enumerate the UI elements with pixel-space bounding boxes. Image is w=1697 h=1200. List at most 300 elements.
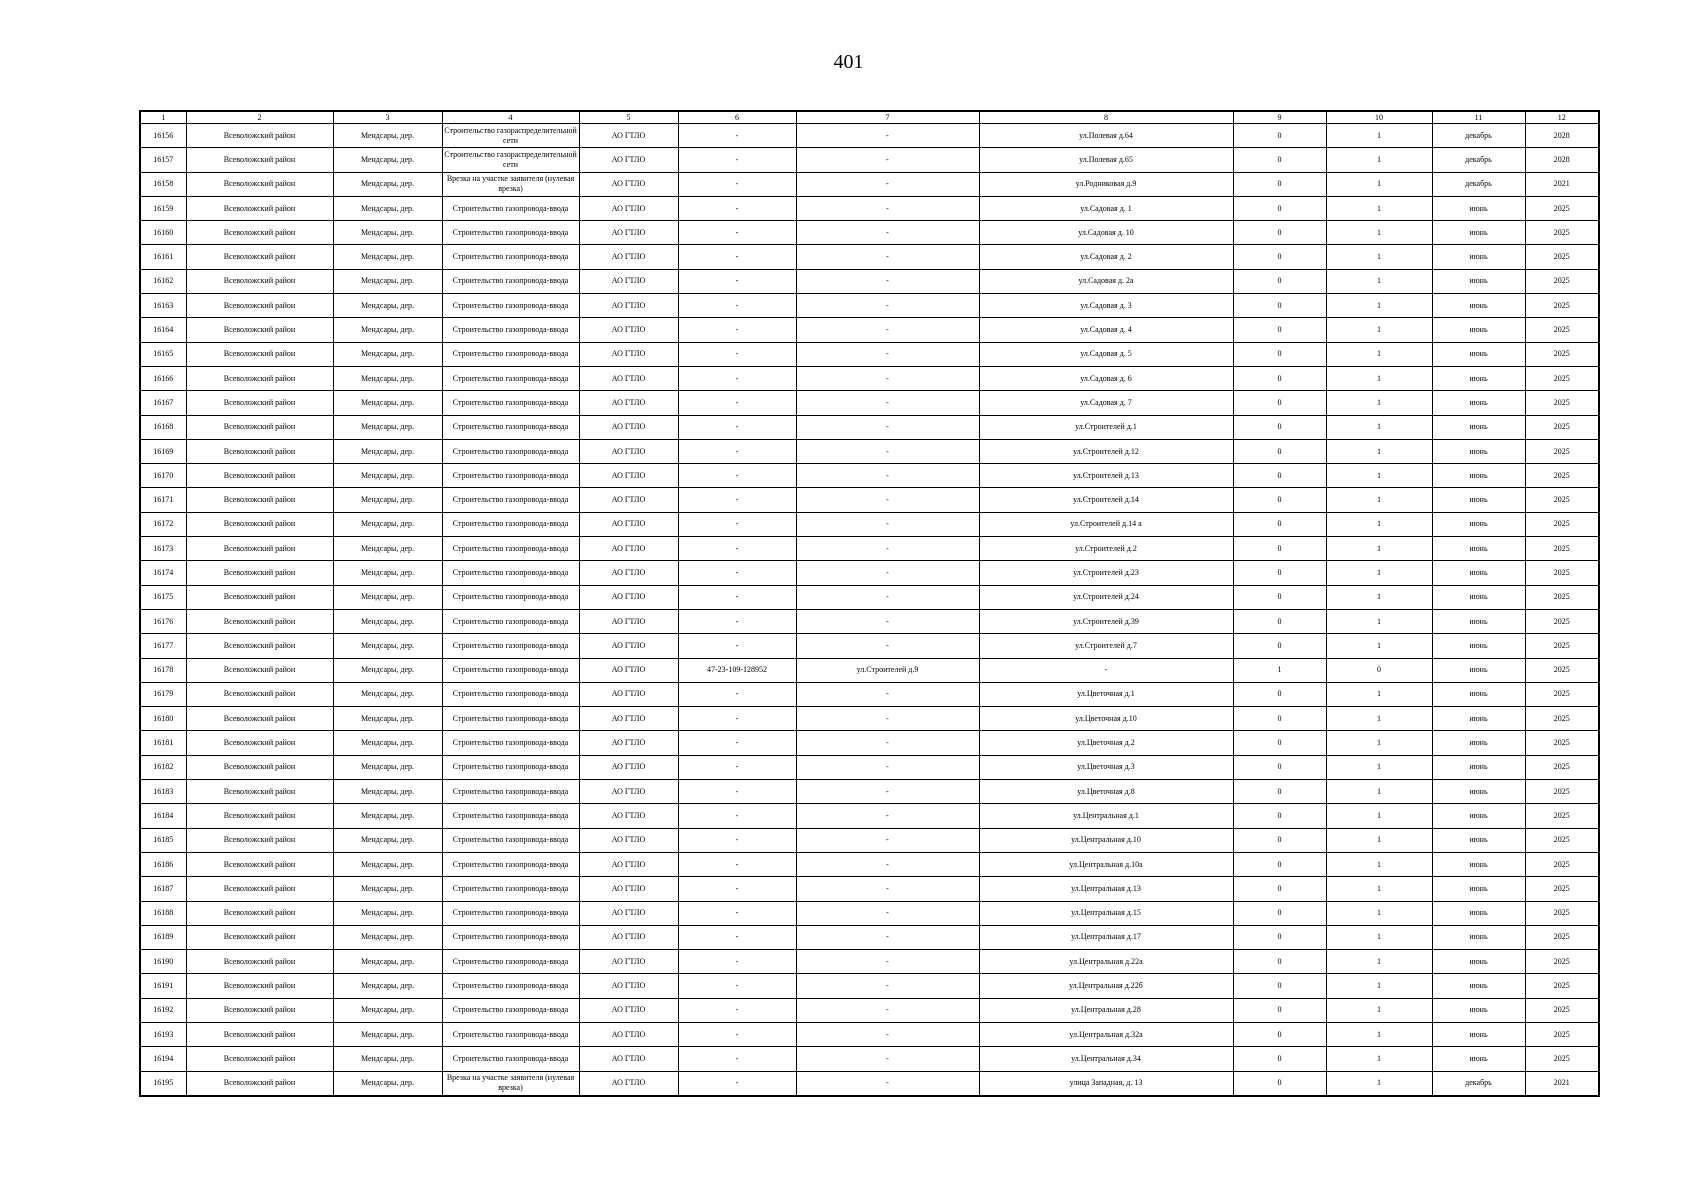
cell-year: 2025 [1525, 804, 1599, 828]
cell-count-b: 1 [1326, 318, 1432, 342]
cell-district: Всеволожский район [186, 124, 333, 148]
cell-work-type: Строительство газопровода-ввода [442, 755, 579, 779]
cell-count-b: 1 [1326, 828, 1432, 852]
cell-row-number: 16186 [140, 852, 186, 876]
cell-count-a: 0 [1233, 755, 1326, 779]
cell-year: 2025 [1525, 391, 1599, 415]
cell-count-a: 0 [1233, 415, 1326, 439]
cell-cadastral-number: - [678, 998, 796, 1022]
cell-settlement: Мендсары, дер. [333, 755, 442, 779]
cell-month: декабрь [1432, 148, 1525, 172]
cell-month: июнь [1432, 852, 1525, 876]
column-header: 12 [1525, 111, 1599, 124]
cell-settlement: Мендсары, дер. [333, 658, 442, 682]
cell-district: Всеволожский район [186, 342, 333, 366]
cell-count-b: 1 [1326, 998, 1432, 1022]
cell-district: Всеволожский район [186, 950, 333, 974]
cell-organization: АО ГТЛО [579, 512, 678, 536]
cell-work-type: Строительство газопровода-ввода [442, 925, 579, 949]
cell-month: июнь [1432, 366, 1525, 390]
cell-year: 2025 [1525, 682, 1599, 706]
table-row [140, 731, 1599, 755]
cell-count-b: 1 [1326, 148, 1432, 172]
table-row [140, 828, 1599, 852]
cell-work-type: Строительство газопровода-ввода [442, 488, 579, 512]
cell-address: ул.Садовая д. 5 [979, 342, 1233, 366]
cell-count-a: 0 [1233, 561, 1326, 585]
cell-organization: АО ГТЛО [579, 1022, 678, 1046]
cell-row-number: 16179 [140, 682, 186, 706]
cell-count-a: 0 [1233, 998, 1326, 1022]
cell-object-address: - [796, 391, 979, 415]
cell-settlement: Мендсары, дер. [333, 439, 442, 463]
cell-district: Всеволожский район [186, 366, 333, 390]
table-row [140, 464, 1599, 488]
cell-month: июнь [1432, 585, 1525, 609]
cell-cadastral-number: - [678, 415, 796, 439]
cell-month: июнь [1432, 415, 1525, 439]
data-table [139, 110, 1600, 1097]
cell-month: июнь [1432, 561, 1525, 585]
cell-organization: АО ГТЛО [579, 804, 678, 828]
cell-address: ул.Строителей д.23 [979, 561, 1233, 585]
column-header: 6 [678, 111, 796, 124]
cell-settlement: Мендсары, дер. [333, 828, 442, 852]
cell-object-address: - [796, 585, 979, 609]
cell-year: 2025 [1525, 901, 1599, 925]
cell-year: 2028 [1525, 148, 1599, 172]
cell-year: 2021 [1525, 1071, 1599, 1096]
cell-cadastral-number: - [678, 731, 796, 755]
cell-count-a: 0 [1233, 707, 1326, 731]
cell-year: 2025 [1525, 731, 1599, 755]
cell-address: ул.Строителей д.7 [979, 634, 1233, 658]
cell-year: 2025 [1525, 974, 1599, 998]
cell-count-b: 1 [1326, 731, 1432, 755]
cell-month: декабрь [1432, 172, 1525, 196]
cell-settlement: Мендсары, дер. [333, 245, 442, 269]
cell-row-number: 16167 [140, 391, 186, 415]
cell-count-b: 1 [1326, 925, 1432, 949]
cell-count-a: 0 [1233, 804, 1326, 828]
cell-row-number: 16158 [140, 172, 186, 196]
cell-count-b: 1 [1326, 609, 1432, 633]
cell-work-type: Строительство газопровода-ввода [442, 998, 579, 1022]
cell-row-number: 16189 [140, 925, 186, 949]
cell-cadastral-number: - [678, 804, 796, 828]
cell-count-a: 0 [1233, 974, 1326, 998]
cell-month: июнь [1432, 342, 1525, 366]
cell-month: декабрь [1432, 1071, 1525, 1096]
cell-settlement: Мендсары, дер. [333, 1022, 442, 1046]
cell-object-address: - [796, 269, 979, 293]
cell-count-a: 0 [1233, 391, 1326, 415]
cell-month: июнь [1432, 609, 1525, 633]
cell-organization: АО ГТЛО [579, 172, 678, 196]
cell-count-b: 1 [1326, 1071, 1432, 1096]
cell-district: Всеволожский район [186, 537, 333, 561]
cell-work-type: Строительство газопровода-ввода [442, 537, 579, 561]
cell-count-b: 1 [1326, 269, 1432, 293]
cell-address: ул.Центральная д.17 [979, 925, 1233, 949]
cell-work-type: Строительство газопровода-ввода [442, 804, 579, 828]
cell-settlement: Мендсары, дер. [333, 342, 442, 366]
cell-month: июнь [1432, 221, 1525, 245]
cell-month: июнь [1432, 488, 1525, 512]
cell-object-address: - [796, 1071, 979, 1096]
cell-year: 2025 [1525, 537, 1599, 561]
table-row [140, 196, 1599, 220]
cell-object-address: - [796, 974, 979, 998]
cell-cadastral-number: - [678, 537, 796, 561]
table-row [140, 950, 1599, 974]
cell-month: июнь [1432, 318, 1525, 342]
cell-work-type: Строительство газопровода-ввода [442, 974, 579, 998]
cell-work-type: Строительство газопровода-ввода [442, 245, 579, 269]
cell-count-b: 1 [1326, 974, 1432, 998]
cell-object-address: - [796, 828, 979, 852]
cell-work-type: Строительство газопровода-ввода [442, 512, 579, 536]
cell-cadastral-number: - [678, 366, 796, 390]
cell-row-number: 16194 [140, 1047, 186, 1071]
cell-count-a: 0 [1233, 464, 1326, 488]
cell-work-type: Строительство газопровода-ввода [442, 1022, 579, 1046]
cell-district: Всеволожский район [186, 877, 333, 901]
cell-month: июнь [1432, 512, 1525, 536]
cell-count-b: 1 [1326, 780, 1432, 804]
cell-address: ул.Строителей д.1 [979, 415, 1233, 439]
cell-organization: АО ГТЛО [579, 221, 678, 245]
table-row [140, 1047, 1599, 1071]
cell-object-address: - [796, 488, 979, 512]
cell-month: июнь [1432, 537, 1525, 561]
table-row [140, 439, 1599, 463]
cell-settlement: Мендсары, дер. [333, 294, 442, 318]
cell-row-number: 16163 [140, 294, 186, 318]
cell-year: 2025 [1525, 512, 1599, 536]
cell-district: Всеволожский район [186, 974, 333, 998]
cell-year: 2025 [1525, 464, 1599, 488]
cell-year: 2025 [1525, 998, 1599, 1022]
cell-object-address: - [796, 561, 979, 585]
cell-organization: АО ГТЛО [579, 780, 678, 804]
cell-count-a: 0 [1233, 342, 1326, 366]
cell-month: июнь [1432, 780, 1525, 804]
cell-count-a: 0 [1233, 780, 1326, 804]
cell-row-number: 16184 [140, 804, 186, 828]
cell-cadastral-number: - [678, 245, 796, 269]
cell-object-address: - [796, 342, 979, 366]
cell-year: 2025 [1525, 196, 1599, 220]
cell-month: июнь [1432, 1022, 1525, 1046]
table-row [140, 537, 1599, 561]
table-row [140, 342, 1599, 366]
cell-count-b: 1 [1326, 512, 1432, 536]
cell-organization: АО ГТЛО [579, 682, 678, 706]
page-number: 401 [833, 51, 864, 73]
cell-organization: АО ГТЛО [579, 464, 678, 488]
cell-work-type: Строительство газопровода-ввода [442, 342, 579, 366]
column-header: 5 [579, 111, 678, 124]
cell-cadastral-number: - [678, 974, 796, 998]
cell-count-a: 0 [1233, 124, 1326, 148]
cell-object-address: - [796, 925, 979, 949]
cell-month: июнь [1432, 950, 1525, 974]
cell-address: ул.Центральная д.10 [979, 828, 1233, 852]
cell-count-a: 0 [1233, 512, 1326, 536]
table-row [140, 512, 1599, 536]
cell-settlement: Мендсары, дер. [333, 172, 442, 196]
cell-district: Всеволожский район [186, 196, 333, 220]
cell-row-number: 16182 [140, 755, 186, 779]
cell-month: июнь [1432, 464, 1525, 488]
cell-cadastral-number: - [678, 682, 796, 706]
cell-work-type: Строительство газопровода-ввода [442, 366, 579, 390]
cell-month: июнь [1432, 804, 1525, 828]
cell-year: 2025 [1525, 828, 1599, 852]
cell-year: 2025 [1525, 925, 1599, 949]
cell-month: июнь [1432, 901, 1525, 925]
cell-object-address: - [796, 318, 979, 342]
cell-count-a: 0 [1233, 852, 1326, 876]
cell-object-address: - [796, 124, 979, 148]
cell-object-address: - [796, 245, 979, 269]
cell-count-a: 0 [1233, 366, 1326, 390]
cell-count-b: 1 [1326, 537, 1432, 561]
cell-month: июнь [1432, 828, 1525, 852]
cell-object-address: - [796, 634, 979, 658]
cell-settlement: Мендсары, дер. [333, 512, 442, 536]
table-row [140, 901, 1599, 925]
cell-organization: АО ГТЛО [579, 415, 678, 439]
cell-year: 2025 [1525, 561, 1599, 585]
cell-district: Всеволожский район [186, 221, 333, 245]
cell-settlement: Мендсары, дер. [333, 391, 442, 415]
cell-organization: АО ГТЛО [579, 901, 678, 925]
table-row [140, 852, 1599, 876]
cell-organization: АО ГТЛО [579, 877, 678, 901]
cell-district: Всеволожский район [186, 488, 333, 512]
cell-month: июнь [1432, 682, 1525, 706]
cell-month: июнь [1432, 1047, 1525, 1071]
cell-row-number: 16177 [140, 634, 186, 658]
cell-year: 2025 [1525, 780, 1599, 804]
cell-district: Всеволожский район [186, 925, 333, 949]
cell-month: июнь [1432, 439, 1525, 463]
cell-cadastral-number: - [678, 755, 796, 779]
cell-cadastral-number: - [678, 1022, 796, 1046]
cell-district: Всеволожский район [186, 464, 333, 488]
cell-address: ул.Садовая д. 1 [979, 196, 1233, 220]
cell-address: ул.Центральная д.1 [979, 804, 1233, 828]
cell-year: 2021 [1525, 172, 1599, 196]
cell-district: Всеволожский район [186, 1071, 333, 1096]
table-body [140, 111, 1599, 1096]
cell-cadastral-number: - [678, 925, 796, 949]
cell-address: ул.Строителей д.14 [979, 488, 1233, 512]
cell-count-b: 1 [1326, 877, 1432, 901]
cell-work-type: Строительство газопровода-ввода [442, 585, 579, 609]
cell-district: Всеволожский район [186, 269, 333, 293]
cell-row-number: 16176 [140, 609, 186, 633]
cell-address: ул.Строителей д.14 а [979, 512, 1233, 536]
table-row [140, 974, 1599, 998]
cell-count-b: 1 [1326, 124, 1432, 148]
cell-year: 2025 [1525, 852, 1599, 876]
cell-count-a: 0 [1233, 609, 1326, 633]
cell-row-number: 16165 [140, 342, 186, 366]
cell-cadastral-number: - [678, 269, 796, 293]
cell-object-address: - [796, 512, 979, 536]
cell-work-type: Строительство газопровода-ввода [442, 196, 579, 220]
cell-settlement: Мендсары, дер. [333, 221, 442, 245]
cell-month: июнь [1432, 245, 1525, 269]
cell-year: 2025 [1525, 585, 1599, 609]
cell-address: ул.Цветочная д.2 [979, 731, 1233, 755]
cell-row-number: 16166 [140, 366, 186, 390]
cell-row-number: 16159 [140, 196, 186, 220]
cell-settlement: Мендсары, дер. [333, 682, 442, 706]
table-row [140, 804, 1599, 828]
table-row [140, 634, 1599, 658]
cell-district: Всеволожский район [186, 998, 333, 1022]
cell-count-b: 1 [1326, 366, 1432, 390]
data-table-container [139, 110, 1598, 1097]
cell-address: ул.Садовая д. 10 [979, 221, 1233, 245]
cell-work-type: Строительство газопровода-ввода [442, 294, 579, 318]
cell-row-number: 16161 [140, 245, 186, 269]
cell-year: 2025 [1525, 707, 1599, 731]
cell-row-number: 16172 [140, 512, 186, 536]
table-row [140, 172, 1599, 196]
cell-organization: АО ГТЛО [579, 634, 678, 658]
cell-work-type: Врезка на участке заявителя (нулевая врезка) [442, 172, 579, 196]
cell-district: Всеволожский район [186, 634, 333, 658]
cell-district: Всеволожский район [186, 682, 333, 706]
cell-object-address: - [796, 172, 979, 196]
cell-row-number: 16187 [140, 877, 186, 901]
cell-address: ул.Центральная д.10а [979, 852, 1233, 876]
cell-object-address: - [796, 731, 979, 755]
cell-year: 2025 [1525, 269, 1599, 293]
cell-address: ул.Садовая д. 2а [979, 269, 1233, 293]
cell-cadastral-number: - [678, 877, 796, 901]
cell-address: ул.Садовая д. 4 [979, 318, 1233, 342]
cell-count-b: 1 [1326, 755, 1432, 779]
cell-count-b: 1 [1326, 464, 1432, 488]
cell-object-address: - [796, 804, 979, 828]
cell-settlement: Мендсары, дер. [333, 366, 442, 390]
cell-address: ул.Цветочная д.10 [979, 707, 1233, 731]
cell-row-number: 16188 [140, 901, 186, 925]
cell-cadastral-number: - [678, 391, 796, 415]
cell-count-b: 1 [1326, 294, 1432, 318]
cell-year: 2025 [1525, 366, 1599, 390]
cell-organization: АО ГТЛО [579, 124, 678, 148]
cell-count-b: 1 [1326, 804, 1432, 828]
cell-settlement: Мендсары, дер. [333, 998, 442, 1022]
cell-work-type: Строительство газопровода-ввода [442, 828, 579, 852]
cell-count-a: 0 [1233, 828, 1326, 852]
cell-organization: АО ГТЛО [579, 585, 678, 609]
cell-address: ул.Полевая д.65 [979, 148, 1233, 172]
column-header: 1 [140, 111, 186, 124]
cell-cadastral-number: - [678, 828, 796, 852]
cell-address: ул.Центральная д.22а [979, 950, 1233, 974]
cell-district: Всеволожский район [186, 172, 333, 196]
cell-address: улица Западная, д. 13 [979, 1071, 1233, 1096]
column-header: 3 [333, 111, 442, 124]
table-row [140, 755, 1599, 779]
cell-district: Всеволожский район [186, 318, 333, 342]
cell-work-type: Строительство газопровода-ввода [442, 391, 579, 415]
cell-month: июнь [1432, 707, 1525, 731]
cell-cadastral-number: - [678, 294, 796, 318]
cell-cadastral-number: - [678, 950, 796, 974]
cell-month: июнь [1432, 755, 1525, 779]
cell-count-a: 0 [1233, 172, 1326, 196]
column-header: 11 [1432, 111, 1525, 124]
cell-organization: АО ГТЛО [579, 196, 678, 220]
cell-year: 2028 [1525, 124, 1599, 148]
cell-cadastral-number: - [678, 634, 796, 658]
cell-settlement: Мендсары, дер. [333, 634, 442, 658]
cell-object-address: - [796, 439, 979, 463]
cell-organization: АО ГТЛО [579, 245, 678, 269]
cell-organization: АО ГТЛО [579, 1047, 678, 1071]
cell-address: ул.Центральная д.22б [979, 974, 1233, 998]
cell-district: Всеволожский район [186, 804, 333, 828]
cell-district: Всеволожский район [186, 852, 333, 876]
cell-count-b: 1 [1326, 245, 1432, 269]
cell-month: июнь [1432, 974, 1525, 998]
cell-settlement: Мендсары, дер. [333, 318, 442, 342]
cell-address: ул.Центральная д.28 [979, 998, 1233, 1022]
table-row [140, 124, 1599, 148]
table-row [140, 561, 1599, 585]
cell-district: Всеволожский район [186, 658, 333, 682]
cell-count-b: 1 [1326, 342, 1432, 366]
cell-organization: АО ГТЛО [579, 342, 678, 366]
table-row [140, 877, 1599, 901]
cell-cadastral-number: - [678, 561, 796, 585]
cell-work-type: Строительство газопровода-ввода [442, 318, 579, 342]
cell-settlement: Мендсары, дер. [333, 974, 442, 998]
cell-row-number: 16170 [140, 464, 186, 488]
cell-cadastral-number: - [678, 318, 796, 342]
cell-cadastral-number: - [678, 1047, 796, 1071]
cell-district: Всеволожский район [186, 1047, 333, 1071]
cell-row-number: 16190 [140, 950, 186, 974]
cell-cadastral-number: - [678, 464, 796, 488]
cell-district: Всеволожский район [186, 585, 333, 609]
cell-district: Всеволожский район [186, 828, 333, 852]
cell-count-a: 0 [1233, 877, 1326, 901]
table-row [140, 294, 1599, 318]
cell-address: - [979, 658, 1233, 682]
cell-district: Всеволожский район [186, 609, 333, 633]
cell-object-address: - [796, 755, 979, 779]
cell-settlement: Мендсары, дер. [333, 925, 442, 949]
cell-object-address: - [796, 1022, 979, 1046]
cell-count-a: 0 [1233, 901, 1326, 925]
cell-cadastral-number: - [678, 585, 796, 609]
cell-object-address: - [796, 780, 979, 804]
cell-count-a: 1 [1233, 658, 1326, 682]
cell-year: 2025 [1525, 415, 1599, 439]
cell-month: июнь [1432, 658, 1525, 682]
table-row [140, 1022, 1599, 1046]
